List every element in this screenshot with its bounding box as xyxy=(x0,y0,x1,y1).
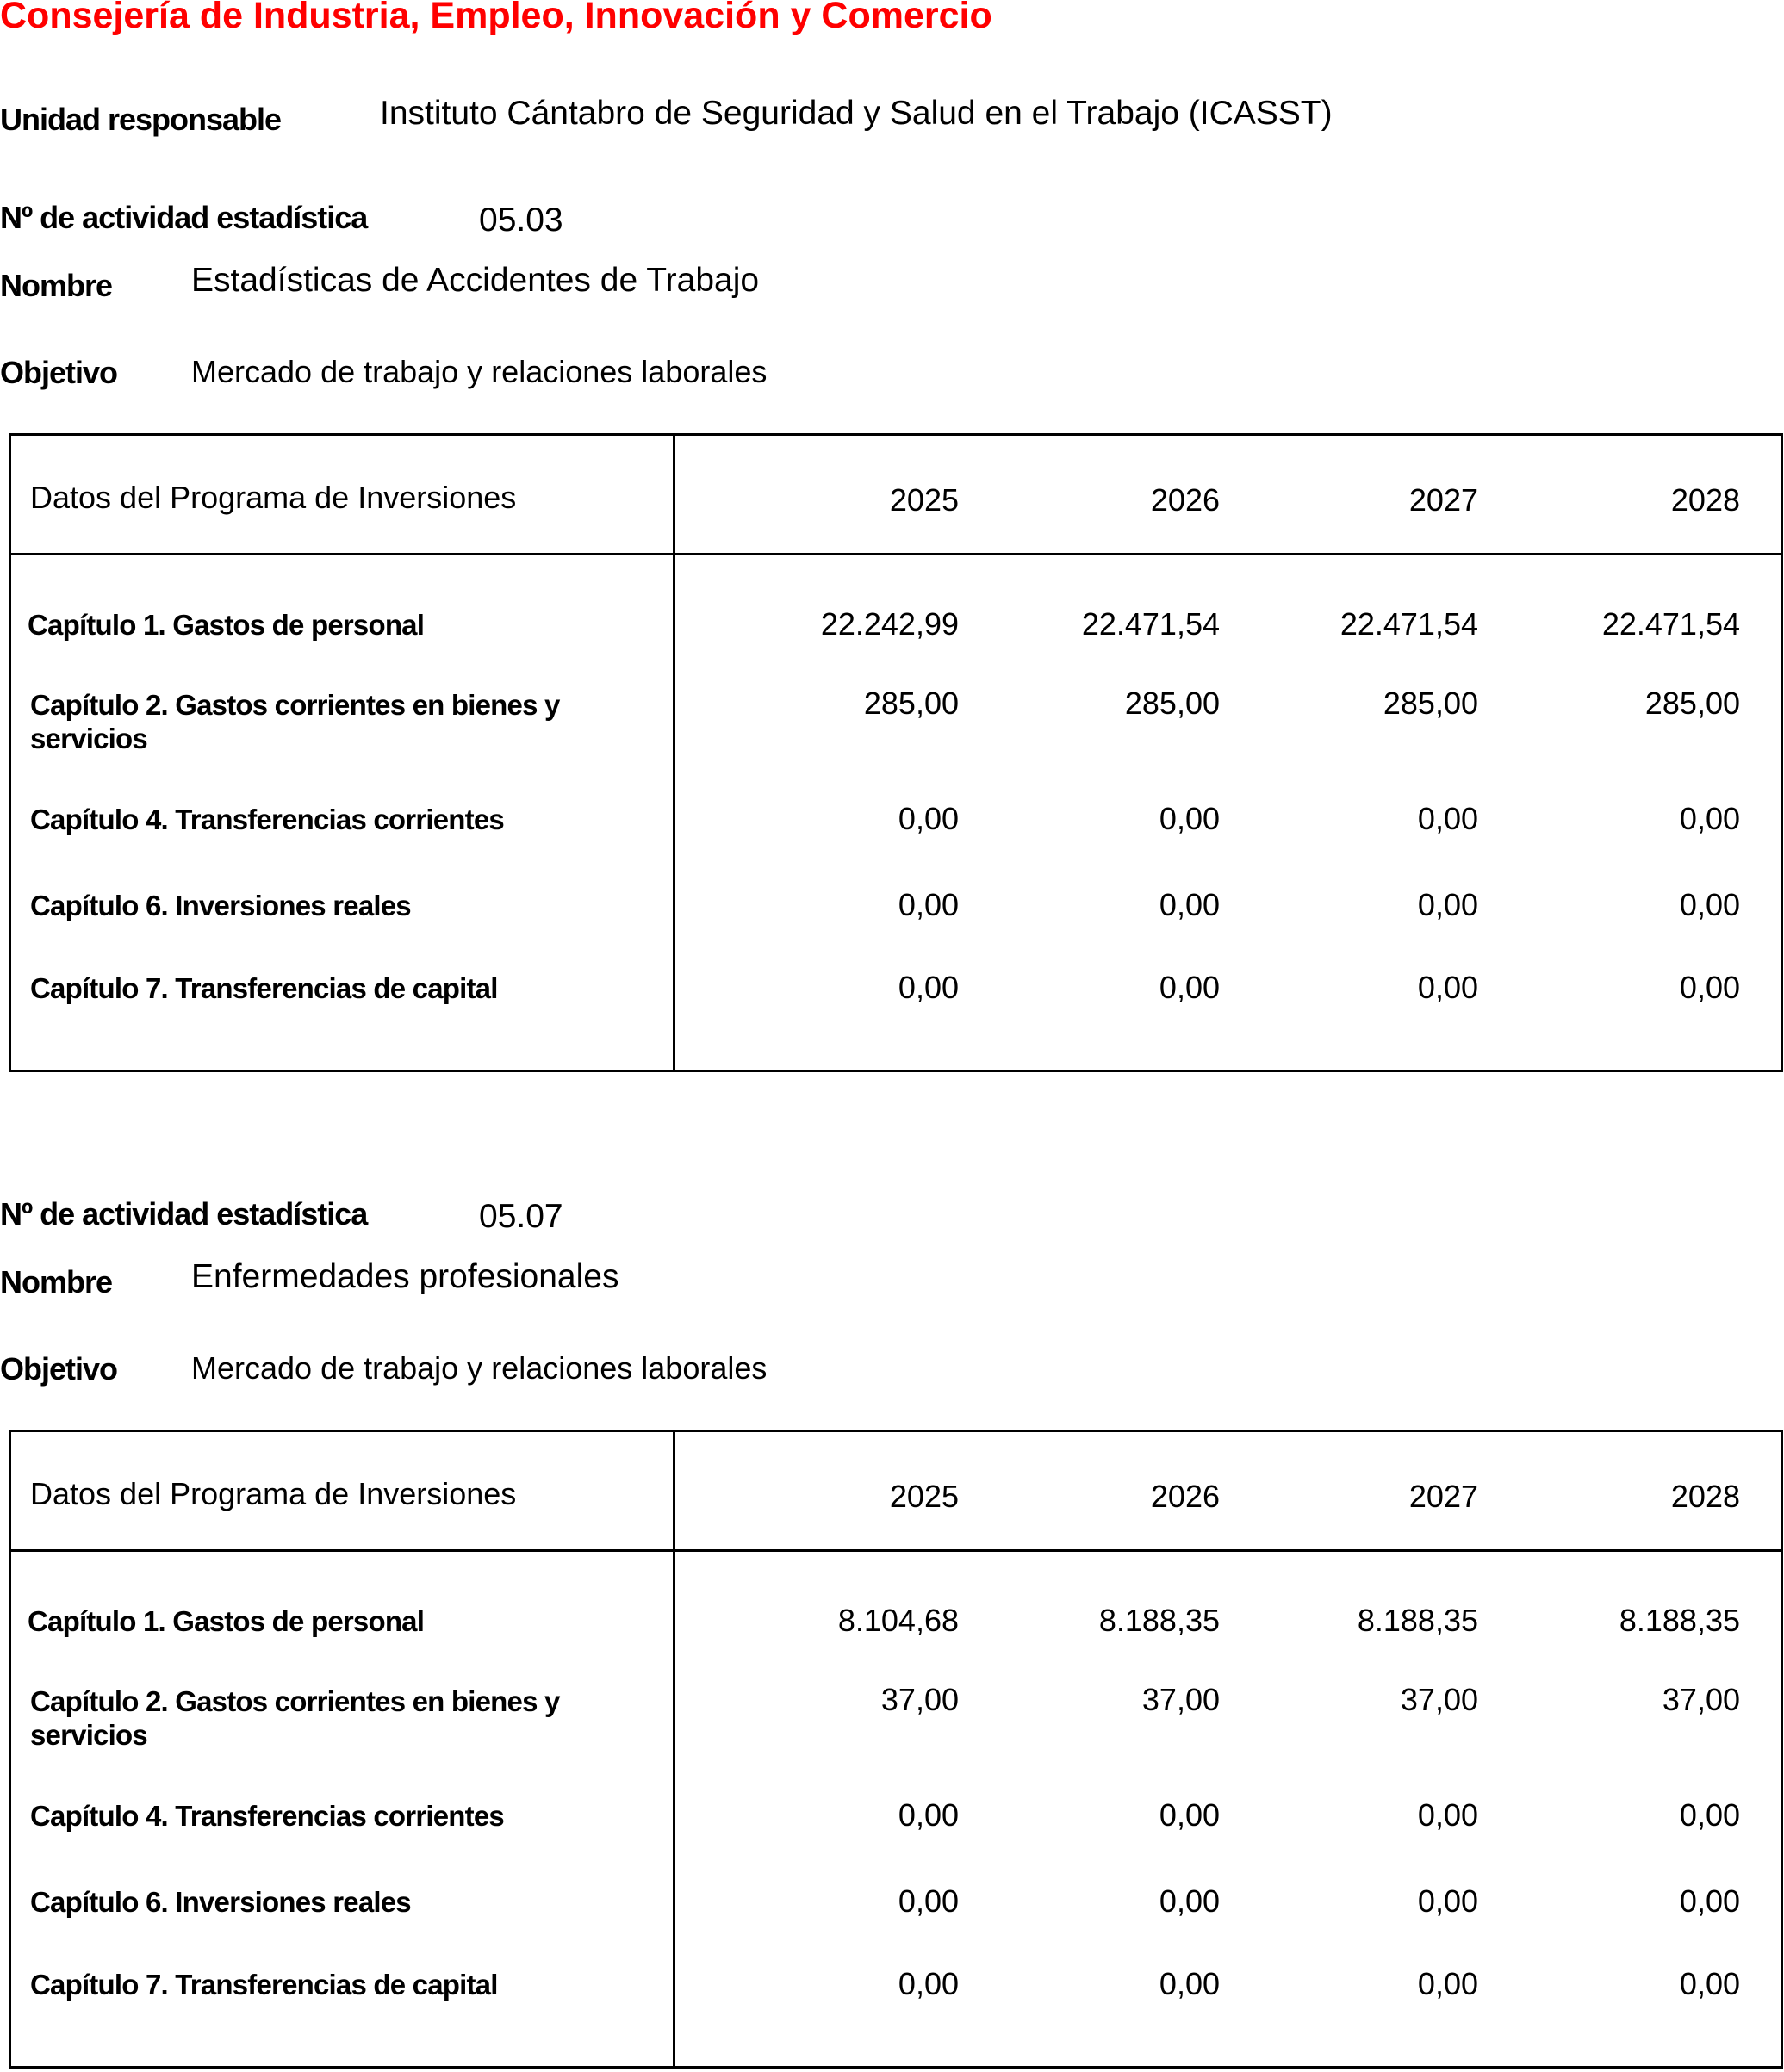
table-row-label: Capítulo 7. Transferencias de capital xyxy=(30,1969,498,2001)
table-cell: 0,00 xyxy=(1159,887,1220,922)
nombre-value: Estadísticas de Accidentes de Trabajo xyxy=(191,262,760,299)
table-cell: 0,00 xyxy=(898,1966,959,2001)
investment-table xyxy=(9,433,1783,1072)
table-cell: 0,00 xyxy=(1679,1883,1740,1919)
table-cell: 0,00 xyxy=(898,1797,959,1833)
year-header: 2028 xyxy=(1670,482,1740,518)
table-cell: 8.188,35 xyxy=(1357,1603,1478,1638)
table-cell: 285,00 xyxy=(863,685,959,721)
table-cell: 0,00 xyxy=(1159,801,1220,836)
table-cell: 37,00 xyxy=(1141,1682,1220,1717)
year-header: 2025 xyxy=(889,1479,959,1514)
table-cell: 0,00 xyxy=(898,887,959,922)
objetivo-label: Objetivo xyxy=(0,1351,118,1387)
table-cell: 8.188,35 xyxy=(1098,1603,1220,1638)
table-cell: 0,00 xyxy=(1679,1966,1740,2001)
table-cell: 285,00 xyxy=(1644,685,1740,721)
table-cell: 0,00 xyxy=(898,801,959,836)
objetivo-value: Mercado de trabajo y relaciones laborales xyxy=(191,354,768,389)
table-header-label: Datos del Programa de Inversiones xyxy=(30,1476,517,1511)
actividad-label: Nº de actividad estadística xyxy=(0,200,368,235)
unidad-responsable-label: Unidad responsable xyxy=(0,102,282,137)
table-row-label: Capítulo 6. Inversiones reales xyxy=(30,1886,411,1918)
table-cell: 0,00 xyxy=(1417,887,1478,922)
table-cell: 0,00 xyxy=(1417,801,1478,836)
actividad-number: 05.03 xyxy=(479,202,563,239)
table-cell: 0,00 xyxy=(1159,970,1220,1005)
table-cell: 0,00 xyxy=(1679,970,1740,1005)
year-header: 2027 xyxy=(1408,482,1478,518)
table-cell: 37,00 xyxy=(1662,1682,1740,1717)
objetivo-value: Mercado de trabajo y relaciones laborales xyxy=(191,1350,768,1386)
nombre-label: Nombre xyxy=(0,268,113,303)
table-cell: 8.104,68 xyxy=(837,1603,959,1638)
table-cell: 0,00 xyxy=(1417,970,1478,1005)
actividad-label: Nº de actividad estadística xyxy=(0,1196,368,1231)
table-cell: 37,00 xyxy=(1400,1682,1478,1717)
table-cell: 37,00 xyxy=(880,1682,959,1717)
unidad-responsable-value: Instituto Cántabro de Seguridad y Salud en el Trabajo (ICASST) xyxy=(380,95,1333,132)
year-header: 2025 xyxy=(889,482,959,518)
table-cell: 0,00 xyxy=(1417,1797,1478,1833)
actividad-number: 05.07 xyxy=(479,1198,563,1235)
nombre-value: Enfermedades profesionales xyxy=(191,1258,619,1295)
table-cell: 0,00 xyxy=(1159,1797,1220,1833)
year-header: 2026 xyxy=(1150,1479,1220,1514)
year-header: 2028 xyxy=(1670,1479,1740,1514)
table-cell: 0,00 xyxy=(1159,1966,1220,2001)
objetivo-label: Objetivo xyxy=(0,355,118,390)
table-cell: 0,00 xyxy=(1679,801,1740,836)
year-header: 2027 xyxy=(1408,1479,1478,1514)
table-header-label: Datos del Programa de Inversiones xyxy=(30,480,517,515)
table-cell: 0,00 xyxy=(898,970,959,1005)
table-cell: 8.188,35 xyxy=(1619,1603,1740,1638)
table-cell: 0,00 xyxy=(898,1883,959,1919)
table-cell: 22.471,54 xyxy=(1340,606,1478,642)
table-row-label: Capítulo 2. Gastos corrientes en bienes y servicios xyxy=(30,689,560,754)
table-cell: 0,00 xyxy=(1417,1883,1478,1919)
nombre-label: Nombre xyxy=(0,1264,113,1300)
table-cell: 285,00 xyxy=(1124,685,1220,721)
table-row-label: Capítulo 1. Gastos de personal xyxy=(28,609,425,641)
table-cell: 0,00 xyxy=(1679,1797,1740,1833)
table-cell: 0,00 xyxy=(1679,887,1740,922)
table-row-label: Capítulo 4. Transferencias corrientes xyxy=(30,803,504,835)
table-row-label: Capítulo 2. Gastos corrientes en bienes y servicios xyxy=(30,1685,560,1751)
table-row-label: Capítulo 4. Transferencias corrientes xyxy=(30,1800,504,1832)
table-row-label: Capítulo 1. Gastos de personal xyxy=(28,1605,425,1637)
table-row-label: Capítulo 7. Transferencias de capital xyxy=(30,972,498,1004)
table-cell: 22.471,54 xyxy=(1081,606,1220,642)
investment-table xyxy=(9,1430,1783,2069)
table-cell: 285,00 xyxy=(1383,685,1478,721)
table-cell: 0,00 xyxy=(1159,1883,1220,1919)
year-header: 2026 xyxy=(1150,482,1220,518)
table-cell: 0,00 xyxy=(1417,1966,1478,2001)
table-cell: 22.471,54 xyxy=(1601,606,1740,642)
consejeria-title: Consejería de Industria, Empleo, Innovación y Comercio xyxy=(0,0,992,36)
table-cell: 22.242,99 xyxy=(820,606,959,642)
table-row-label: Capítulo 6. Inversiones reales xyxy=(30,890,411,921)
